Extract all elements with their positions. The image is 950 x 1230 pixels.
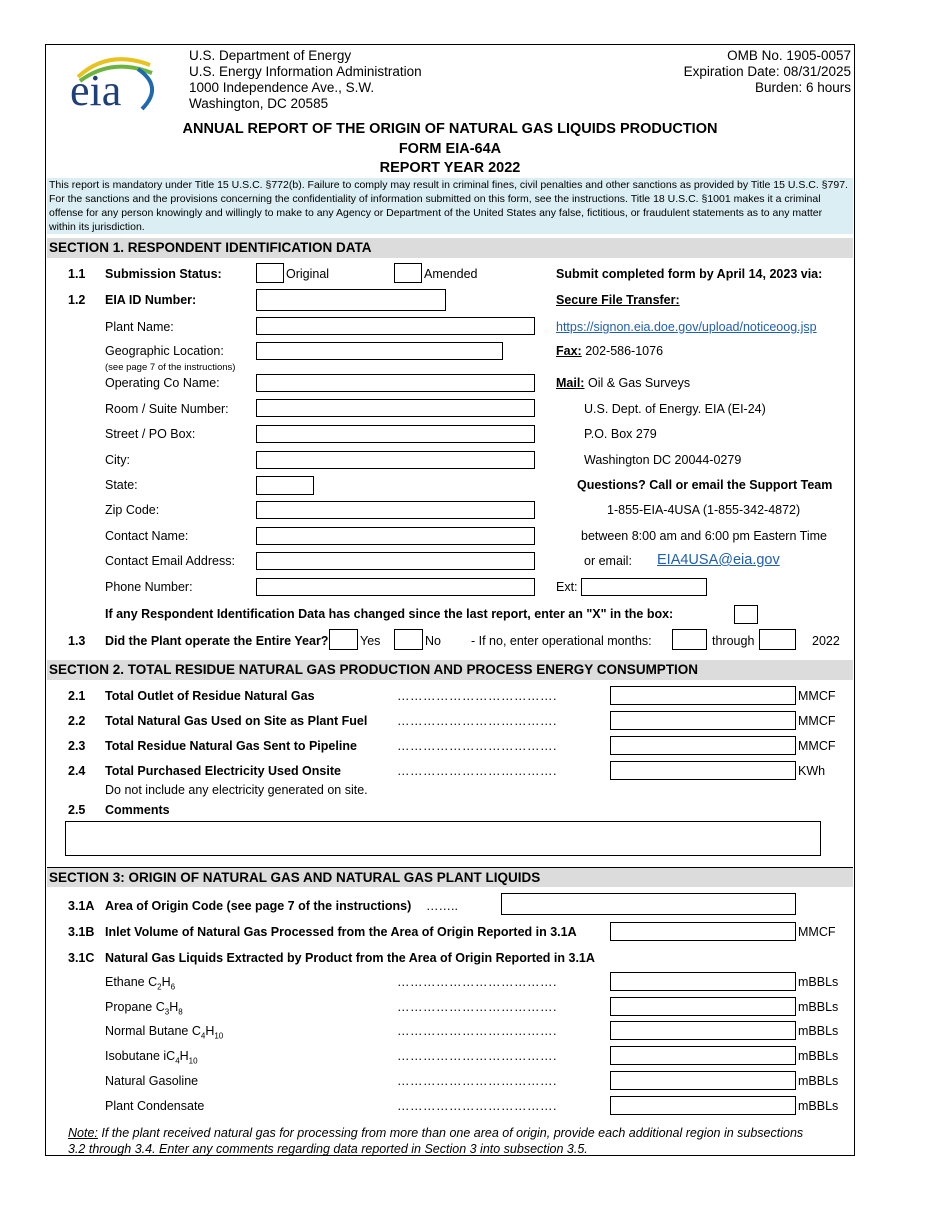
title-line: ANNUAL REPORT OF THE ORIGIN OF NATURAL GAS LIQUIDS PRODUCTION (182, 121, 718, 137)
eia-id-label: EIA ID Number: (105, 293, 197, 307)
unit-label: mBBLs (798, 1099, 839, 1113)
support-phone: 1-855-EIA-4USA (1-855-342-4872) (607, 503, 801, 517)
form-eia-64a (45, 44, 855, 1156)
agency-line: U.S. Department of Energy (189, 48, 352, 63)
operate-year: 2022 (812, 634, 840, 648)
omb-info (684, 48, 851, 96)
product-isobutane-label (105, 1049, 198, 1066)
outlet-residue-input[interactable] (610, 686, 796, 705)
support-email-link[interactable]: EIA4USA@eia.gov (657, 552, 780, 568)
subscript: 8 (178, 1007, 183, 1017)
purchased-electricity-input[interactable] (610, 761, 796, 780)
item-number: 2.3 (68, 739, 86, 753)
item-number: 2.4 (68, 764, 86, 778)
product-plant-condensate-label: Plant Condensate (105, 1099, 205, 1113)
agency-line: Washington, DC 20585 (189, 96, 329, 111)
secure-transfer-link[interactable]: https://signon.eia.doe.gov/upload/noticeoog.jsp (556, 320, 817, 334)
subscript: 10 (214, 1031, 224, 1041)
plant-name-input[interactable] (256, 317, 535, 335)
operating-co-label: Operating Co Name: (105, 376, 220, 390)
eia-logo (68, 47, 158, 115)
operational-months-text: - If no, enter operational months: (471, 634, 652, 648)
contact-name-label: Contact Name: (105, 529, 189, 543)
plant-condensate-input[interactable] (610, 1096, 796, 1115)
mandatory-notice: This report is mandatory under Title 15 U.S.C. §772(b). Failure to comply may result in criminal fines, civil penalties and other sanctions as provided by Title 15 U.S.C. §797. For the sanctions and the provisions concerning the confidentiality of information submitted on this form, see the instructions. Title 18 U.S.C. §1001 makes it a criminal offense for any person knowingly and willingly to make to any Agency or Department of the United States any false, fictitious, or fraudulent statements as to any matter within its jurisdiction. (47, 178, 853, 234)
product-name: Isobutane iC (105, 1049, 176, 1063)
unit-label: MMCF (798, 925, 836, 939)
operate-yes-label: Yes (360, 634, 381, 648)
eia-logo-text: eia (70, 66, 122, 115)
outlet-residue-label: Total Outlet of Residue Natural Gas (105, 689, 315, 703)
leader-dots: ………………………………. (397, 1024, 557, 1038)
leader-dots: ………………………………. (397, 1049, 557, 1063)
operate-yes-checkbox[interactable] (329, 629, 358, 650)
contact-email-label: Contact Email Address: (105, 554, 235, 568)
unit-label: mBBLs (798, 1000, 839, 1014)
unit-label: mBBLs (798, 1024, 839, 1038)
fax-label: Fax: (556, 344, 582, 358)
secure-transfer-label: Secure File Transfer: (556, 293, 680, 307)
mail-line-3: P.O. Box 279 (584, 427, 657, 441)
omb-line: Expiration Date: 08/31/2025 (683, 64, 851, 79)
original-checkbox[interactable] (256, 263, 284, 283)
inlet-volume-input[interactable] (610, 922, 796, 941)
fax-line (556, 344, 663, 358)
natural-gasoline-input[interactable] (610, 1071, 796, 1090)
product-name: Normal Butane C (105, 1024, 201, 1038)
room-suite-label: Room / Suite Number: (105, 402, 229, 416)
month-start-input[interactable] (672, 629, 707, 650)
submit-by-text: Submit completed form by April 14, 2023 via: (556, 267, 823, 281)
product-natural-gasoline-label: Natural Gasoline (105, 1074, 199, 1088)
inlet-volume-label: Inlet Volume of Natural Gas Processed from the Area of Origin Reported in 3.1A (105, 925, 577, 939)
comments-label: Comments (105, 803, 170, 817)
mail-line (556, 376, 690, 390)
operate-no-label: No (425, 634, 441, 648)
operating-co-input[interactable] (256, 374, 535, 392)
unit-label: mBBLs (798, 1049, 839, 1063)
geographic-location-note: (see page 7 of the instructions) (105, 362, 236, 373)
plant-fuel-input[interactable] (610, 711, 796, 730)
propane-input[interactable] (610, 997, 796, 1016)
zip-code-input[interactable] (256, 501, 535, 519)
city-label: City: (105, 453, 130, 467)
product-propane-label (105, 1000, 183, 1017)
unit-label: KWh (798, 764, 826, 778)
unit-label: mBBLs (798, 975, 839, 989)
leader-dots: …….. (426, 899, 458, 913)
area-of-origin-input[interactable] (501, 893, 796, 915)
subscript: 3 (164, 1007, 170, 1017)
agency-line: U.S. Energy Information Administration (189, 64, 422, 79)
agency-line: 1000 Independence Ave., S.W. (189, 80, 375, 95)
leader-dots: ………………………………. (397, 975, 557, 989)
subscript: 4 (175, 1056, 180, 1066)
section-1-header: SECTION 1. RESPONDENT IDENTIFICATION DATA (47, 238, 853, 258)
or-email-label: or email: (584, 554, 632, 568)
leader-dots: ………………………………. (397, 1074, 557, 1088)
street-input[interactable] (256, 425, 535, 443)
electricity-note: Do not include any electricity generated on site. (105, 783, 368, 797)
geographic-location-input[interactable] (256, 342, 503, 360)
item-number: 1.3 (68, 634, 86, 648)
purchased-electricity-label: Total Purchased Electricity Used Onsite (105, 764, 341, 778)
sent-to-pipeline-label: Total Residue Natural Gas Sent to Pipeline (105, 739, 357, 753)
leader-dots: ………………………………. (397, 739, 557, 753)
item-number: 2.1 (68, 689, 86, 703)
form-title (46, 120, 854, 179)
unit-label: MMCF (798, 739, 836, 753)
data-changed-checkbox[interactable] (734, 605, 758, 624)
unit-label: MMCF (798, 714, 836, 728)
phone-number-label: Phone Number: (105, 580, 193, 594)
product-formula: H (179, 1049, 189, 1063)
subscript: 2 (157, 982, 162, 992)
contact-name-input[interactable] (256, 527, 535, 545)
product-formula: H (161, 975, 171, 989)
street-label: Street / PO Box: (105, 427, 196, 441)
item-number: 3.1B (68, 925, 95, 939)
contact-email-input[interactable] (256, 552, 535, 570)
comments-input[interactable] (65, 821, 821, 856)
mail-line-1: Oil & Gas Surveys (587, 376, 691, 390)
leader-dots: ………………………………. (397, 1000, 557, 1014)
room-suite-input[interactable] (256, 399, 535, 417)
agency-address (189, 48, 422, 112)
operate-no-checkbox[interactable] (394, 629, 423, 650)
state-input[interactable] (256, 476, 314, 495)
submission-status-label: Submission Status: (105, 267, 222, 281)
leader-dots: ………………………………. (397, 764, 557, 778)
unit-label: MMCF (798, 689, 836, 703)
leader-dots: ………………………………. (397, 1099, 557, 1113)
ext-input[interactable] (581, 578, 707, 596)
leader-dots: ………………………………. (397, 689, 557, 703)
amended-label: Amended (424, 267, 478, 281)
note-line: 3.2 through 3.4. Enter any comments regarding data reported in Section 3 into subsection 3.5. (68, 1142, 588, 1156)
fax-number: 202-586-1076 (585, 344, 664, 358)
leader-dots: ………………………………. (397, 714, 557, 728)
amended-checkbox[interactable] (394, 263, 422, 283)
area-of-origin-label: Area of Origin Code (see page 7 of the instructions) (105, 899, 412, 913)
zip-code-label: Zip Code: (105, 503, 160, 517)
item-number: 3.1C (68, 951, 95, 965)
state-label: State: (105, 478, 138, 492)
mail-line-4: Washington DC 20044-0279 (584, 453, 742, 467)
omb-line: OMB No. 1905-0057 (727, 48, 851, 63)
plant-name-label: Plant Name: (105, 320, 174, 334)
mail-label: Mail: (556, 376, 585, 390)
month-end-input[interactable] (759, 629, 796, 650)
item-number: 3.1A (68, 899, 95, 913)
section-2-header: SECTION 2. TOTAL RESIDUE NATURAL GAS PRODUCTION AND PROCESS ENERGY CONSUMPTION (47, 660, 853, 680)
ext-label: Ext: (556, 580, 578, 594)
subscript: 4 (200, 1031, 206, 1041)
city-input[interactable] (256, 451, 535, 469)
ngl-extracted-label: Natural Gas Liquids Extracted by Product from the Area of Origin Reported in 3.1A (105, 951, 595, 965)
operate-question: Did the Plant operate the Entire Year? (105, 634, 329, 648)
subscript: 10 (188, 1056, 198, 1066)
ethane-input[interactable] (610, 972, 796, 991)
sent-to-pipeline-input[interactable] (610, 736, 796, 755)
original-label: Original (286, 267, 330, 281)
questions-text: Questions? Call or email the Support Team (577, 478, 833, 492)
isobutane-input[interactable] (610, 1046, 796, 1065)
title-line: FORM EIA-64A (398, 140, 502, 157)
title-line: REPORT YEAR 2022 (379, 160, 521, 176)
product-ethane-label (105, 975, 175, 992)
omb-line: Burden: 6 hours (754, 80, 851, 95)
support-hours: between 8:00 am and 6:00 pm Eastern Time (581, 529, 827, 543)
normal-butane-input[interactable] (610, 1021, 796, 1040)
eia-id-input[interactable] (256, 289, 446, 311)
note-line (68, 1125, 803, 1141)
product-name: Ethane C (105, 975, 158, 989)
unit-label: mBBLs (798, 1074, 839, 1088)
phone-number-input[interactable] (256, 578, 535, 596)
product-normal-butane-label (105, 1024, 223, 1041)
data-changed-text: If any Respondent Identification Data has changed since the last report, enter an "X" in the box: (105, 607, 674, 621)
item-number: 1.2 (68, 293, 86, 307)
section-3-header: SECTION 3: ORIGIN OF NATURAL GAS AND NATURAL GAS PLANT LIQUIDS (47, 867, 853, 887)
note-text: If the plant received natural gas for processing from more than one area of origin, provide each additional region in subsections (97, 1126, 804, 1140)
item-number: 2.2 (68, 714, 86, 728)
section-3-note (68, 1125, 803, 1157)
item-number: 2.5 (68, 803, 86, 817)
item-number: 1.1 (68, 267, 86, 281)
through-label: through (712, 634, 755, 648)
plant-fuel-label: Total Natural Gas Used on Site as Plant Fuel (105, 714, 368, 728)
geographic-location-label: Geographic Location: (105, 344, 224, 358)
note-label: Note: (68, 1126, 98, 1140)
subscript: 6 (170, 982, 176, 992)
product-name: Propane C (105, 1000, 165, 1014)
product-formula: H (169, 1000, 179, 1014)
mail-line-2: U.S. Dept. of Energy. EIA (EI-24) (584, 402, 766, 416)
product-formula: H (205, 1024, 215, 1038)
